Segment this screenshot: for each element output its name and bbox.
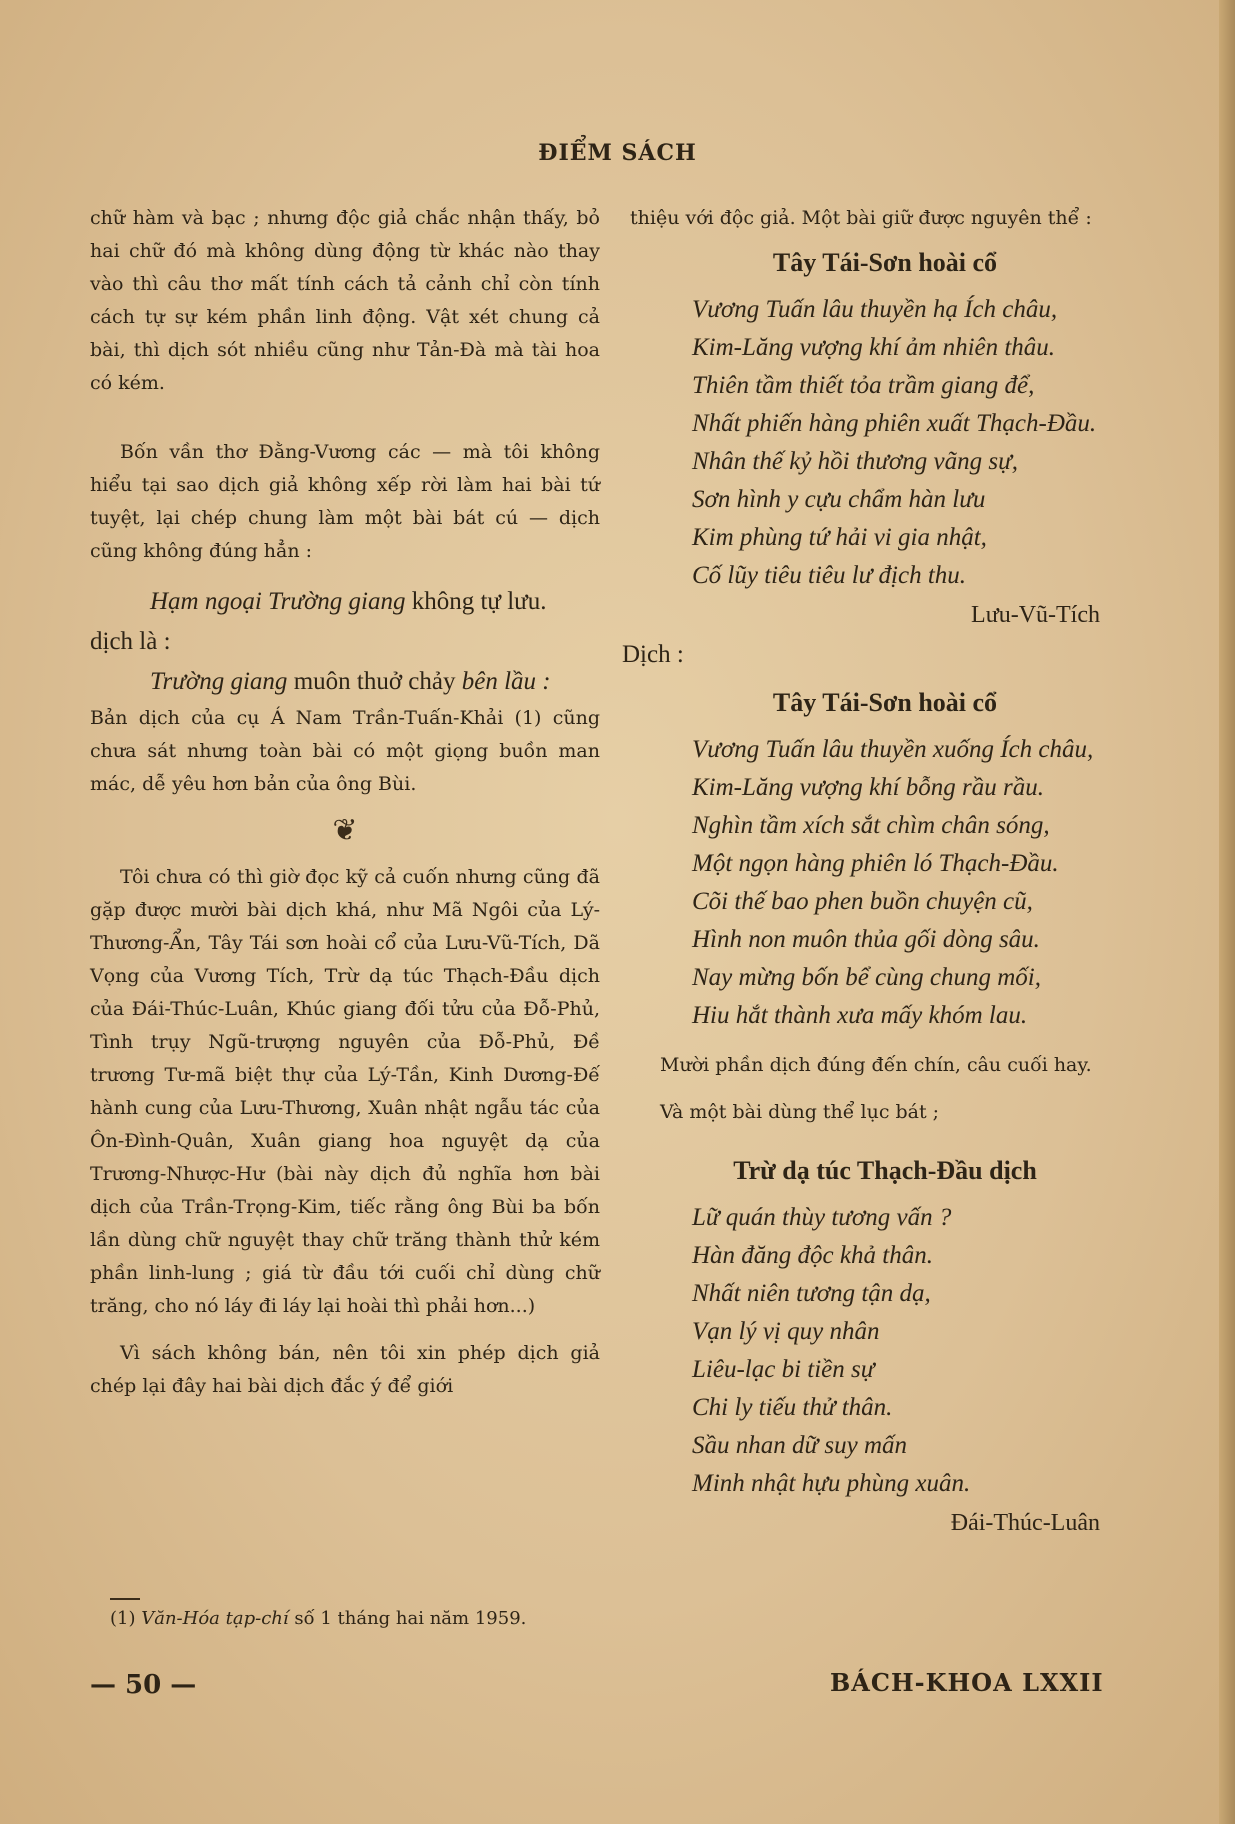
footnote-text: số 1 tháng hai năm 1959. — [294, 1608, 527, 1629]
poem-line: Sầu nhan dữ suy mấn — [692, 1432, 908, 1459]
paragraph: thiệu với độc giả. Một bài giữ được nguyên thể : — [630, 207, 1092, 229]
poem-line: Hiu hắt thành xưa mấy khóm lau. — [692, 1002, 1028, 1029]
page-header: ĐIỂM SÁCH — [538, 140, 697, 166]
poem-line: Chi ly tiếu thử thân. — [692, 1394, 893, 1421]
paragraph: Mười phần dịch đúng đến chín, câu cuối hay. — [660, 1054, 1092, 1076]
paragraph: Tôi chưa có thì giờ đọc kỹ cả cuốn nhưng cũng đã gặp được mười bài dịch khá, như Mã Ngôi của Lý-Thương-Ẩn, Tây Tái sơn hoài cổ của Lưu-Vũ-Tích, Dã Vọng của Vương Tích, Trừ dạ túc Thạch-Đầu dịch của Đái-Thúc-Luân, Khúc giang đối tửu của Đỗ-Phủ, Tình trụy Ngũ-trượng nguyên của Đỗ-Phủ, Đề trương Tư-mã biệt thự của Lý-Tần, Kinh Dương-Đế hành cung của Lưu-Thương, Xuân nhật ngẫu tác của Ôn-Đình-Quân, Xuân giang hoa nguyệt dạ của Trương-Nhược-Hư (bài này dịch đủ nghĩa hơn bài dịch của Trần-Trọng-Kim, tiếc rằng ông Bùi ba bốn lần dùng chữ nguyệt thay chữ trăng thành thử kém phần linh-lung ; giá từ đầu tới cuối chỉ dùng chữ trăng, cho nó láy đi láy lại hoài thì phải hơn...) — [90, 866, 600, 1317]
poem-line: Sơn hình y cựu chẩm hàn lưu — [692, 486, 986, 513]
poem — [630, 731, 1140, 1035]
poem-line: Minh nhật hựu phùng xuân. — [692, 1470, 971, 1497]
poem-line: Vạn lý vị quy nhân — [692, 1318, 880, 1345]
quote-italic: Hạm ngoại Trường giang — [150, 588, 406, 615]
paragraph: Bốn vần thơ Đằng-Vương các — mà tôi không hiểu tại sao dịch giả không xếp rời làm hai bài tứ tuyệt, lại chép chung làm một bài bát cú — dịch cũng không đúng hẳn : — [90, 441, 600, 562]
paragraph: Vì sách không bán, nên tôi xin phép dịch giả chép lại đây hai bài dịch đắc ý để giới — [90, 1342, 600, 1397]
poem-line: Hình non muôn thủa gối dòng sâu. — [692, 926, 1040, 953]
poem-line: Vương Tuấn lâu thuyền hạ Ích châu, — [692, 296, 1058, 323]
poem-title: Trừ dạ túc Thạch-Đầu dịch — [733, 1156, 1037, 1185]
poem-line: Nhất phiến hàng phiên xuất Thạch-Đầu. — [692, 410, 1097, 437]
poem-line: Lữ quán thùy tương vấn ? — [692, 1204, 952, 1231]
poem-line: Liêu-lạc bi tiền sự — [692, 1356, 875, 1383]
poem-line: Cố lũy tiêu tiêu lư địch thu. — [692, 562, 967, 589]
quote-line — [90, 662, 600, 702]
footnote — [110, 1608, 526, 1629]
poem-line: Cõi thế bao phen buồn chuyện cũ, — [692, 888, 1033, 915]
poem-line: Nay mừng bốn bể cùng chung mối, — [692, 964, 1041, 991]
ornament-icon: ❦ — [332, 813, 358, 848]
poem-line: Kim-Lăng vượng khí ảm nhiên thâu. — [692, 334, 1056, 361]
poem-line: Thiên tầm thiết tỏa trầm giang để, — [692, 372, 1035, 399]
poem-author: Lưu-Vũ-Tích — [971, 602, 1100, 628]
paragraph: Và một bài dùng thể lục bát ; — [660, 1101, 940, 1123]
poem — [630, 1199, 1140, 1503]
right-column — [622, 202, 1140, 1543]
quote-rest: muôn thuở chảy — [293, 668, 456, 695]
quote-line — [90, 582, 600, 622]
poem — [630, 291, 1140, 595]
poem-line: Một ngọn hàng phiên ló Thạch-Đầu. — [692, 850, 1059, 877]
paragraph: chữ hàm và bạc ; nhưng độc giả chắc nhận thấy, bỏ hai chữ đó mà không dùng động từ khác nào thay vào thì câu thơ mất tính cách tả cảnh chỉ còn tính cách tự sự kém phần linh động. Vật xét chung cả bài, thì dịch sót nhiều cũng như Tản-Đà mà tài hoa có kém. — [90, 207, 600, 394]
translated-as: dịch là : — [90, 628, 171, 655]
poem-line: Kim-Lăng vượng khí bỗng rầu rầu. — [692, 774, 1044, 801]
poem-title: Tây Tái-Sơn hoài cổ — [772, 688, 998, 717]
paragraph: Bản dịch của cụ Á Nam Trần-Tuấn-Khải (1) cũng chưa sát nhưng toàn bài có một giọng buồn man mác, dễ yêu hơn bản của ông Bùi. — [90, 707, 600, 795]
quote-end: bên lầu : — [461, 668, 551, 695]
poem-line: Nghìn tầm xích sắt chìm chân sóng, — [692, 812, 1050, 839]
quote-rest: không tự lưu. — [411, 588, 547, 615]
poem-line: Nhân thế kỷ hồi thương vãng sự, — [692, 448, 1018, 475]
poem-title: Tây Tái-Sơn hoài cổ — [772, 248, 998, 277]
quote-italic: Trường giang — [150, 668, 288, 695]
poem-line: Hàn đăng độc khả thân. — [692, 1242, 933, 1269]
poem-author: Đái-Thúc-Luân — [950, 1510, 1100, 1536]
footnote-source: Văn-Hóa tạp-chí — [141, 1608, 289, 1629]
footnote-rule — [110, 1598, 140, 1600]
page-number: — 50 — — [90, 1670, 197, 1700]
left-column — [90, 202, 600, 1403]
magazine-name: BÁCH-KHOA LXXII — [830, 1668, 1104, 1697]
poem-line: Vương Tuấn lâu thuyền xuống Ích châu, — [692, 736, 1094, 763]
page-edge — [1219, 0, 1235, 1824]
translation-label: Dịch : — [622, 641, 684, 668]
poem-line: Nhất niên tương tận dạ, — [692, 1280, 931, 1307]
footnote-marker: (1) — [110, 1608, 136, 1629]
poem-line: Kim phùng tứ hải vi gia nhật, — [692, 524, 987, 551]
